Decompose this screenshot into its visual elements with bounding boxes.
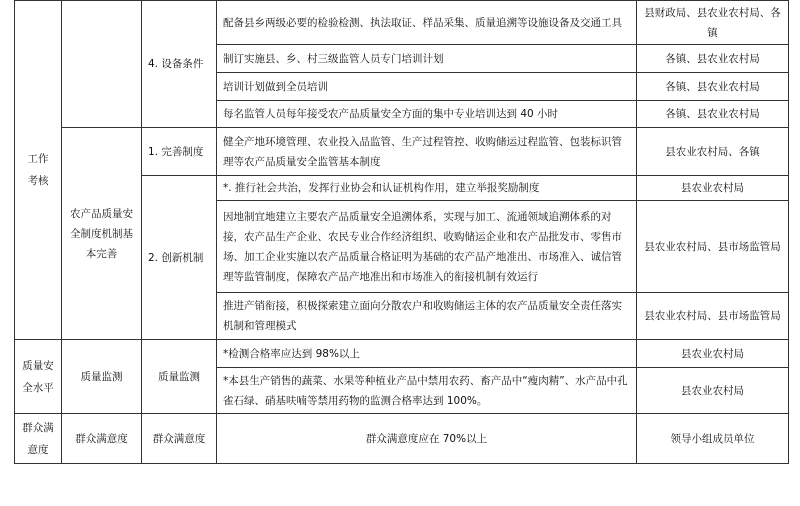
content-cell: *本县生产销售的蔬菜、水果等种植业产品中禁用农药、畜产品中“瘦肉精”、水产品中孔雀石绿、硝基呋喃等禁用药物的监测合格率达到 100%。 <box>217 368 637 414</box>
content-cell: 健全产地环境管理、农业投入品监管、生产过程管控、收购储运过程监管、包装标识管理等农产品质量安全监管基本制度 <box>217 128 637 176</box>
category-cell-work <box>15 1 62 340</box>
item-label-quality: 质量监测 <box>142 340 217 414</box>
assessment-table <box>14 0 789 464</box>
dept-cell: 县财政局、县农业农村局、各镇 <box>637 1 789 45</box>
item-label-equipment: 4. 设备条件 <box>142 1 217 128</box>
item-label-mechanism: 2. 创新机制 <box>142 176 217 340</box>
content-cell: 配备县乡两级必要的检验检测、执法取证、样品采集、质量追溯等设施设备及交通工具 <box>217 1 637 45</box>
content-cell: *检测合格率应达到 98%以上 <box>217 340 637 368</box>
category-label: 工作 考核 <box>27 153 49 187</box>
subcategory-cell-quality: 质量监测 <box>62 340 142 414</box>
table-row <box>15 414 789 464</box>
dept-cell: 各镇、县农业农村局 <box>637 101 789 128</box>
content-cell: 制订实施县、乡、村三级监管人员专门培训计划 <box>217 45 637 73</box>
dept-cell: 各镇、县农业农村局 <box>637 45 789 73</box>
dept-cell: 县农业农村局 <box>637 176 789 201</box>
subcategory-cell-system: 农产品质量安全制度机制基本完善 <box>62 128 142 340</box>
item-label-institution: 1. 完善制度 <box>142 128 217 176</box>
category-label: 质量安 全水平 <box>22 359 54 394</box>
dept-cell: 领导小组成员单位 <box>637 414 789 464</box>
empty-subcategory-cell <box>62 1 142 128</box>
content-cell: 群众满意度应在 70%以上 <box>217 414 637 464</box>
dept-cell: 各镇、县农业农村局 <box>637 73 789 101</box>
category-cell-satisfaction <box>15 414 62 464</box>
content-cell: *. 推行社会共治，发挥行业协会和认证机构作用，建立举报奖励制度 <box>217 176 637 201</box>
content-cell: 因地制宜地建立主要农产品质量安全追溯体系，实现与加工、流通领域追溯体系的对接，农产品生产企业、农民专业合作经济组织、收购储运企业和农产品批发市、零售市场、加工企业实施以农产品质量合格证明为基础的农产品产地准出、市场准入、诚信管理等监管制度，保障农产品产地准出和市场准入的衔接机制有效运行 <box>217 201 637 293</box>
content-cell: 培训计划做到全员培训 <box>217 73 637 101</box>
content-cell: 每名监管人员每年接受农产品质量安全方面的集中专业培训达到 40 小时 <box>217 101 637 128</box>
table-row <box>15 1 789 45</box>
dept-cell: 县农业农村局 <box>637 340 789 368</box>
subcategory-cell-satisfaction: 群众满意度 <box>62 414 142 464</box>
category-cell-quality <box>15 340 62 414</box>
table-row <box>15 128 789 176</box>
dept-cell: 县农业农村局 <box>637 368 789 414</box>
dept-cell: 县农业农村局、县市场监管局 <box>637 201 789 293</box>
content-cell: 推进产销衔接，积极探索建立面向分散农户和收购储运主体的农产品质量安全责任落实机制和管理模式 <box>217 293 637 340</box>
table-row <box>15 340 789 368</box>
dept-cell: 县农业农村局、县市场监管局 <box>637 293 789 340</box>
item-label-satisfaction: 群众满意度 <box>142 414 217 464</box>
dept-cell: 县农业农村局、各镇 <box>637 128 789 176</box>
category-label: 群众满 意度 <box>22 421 54 456</box>
